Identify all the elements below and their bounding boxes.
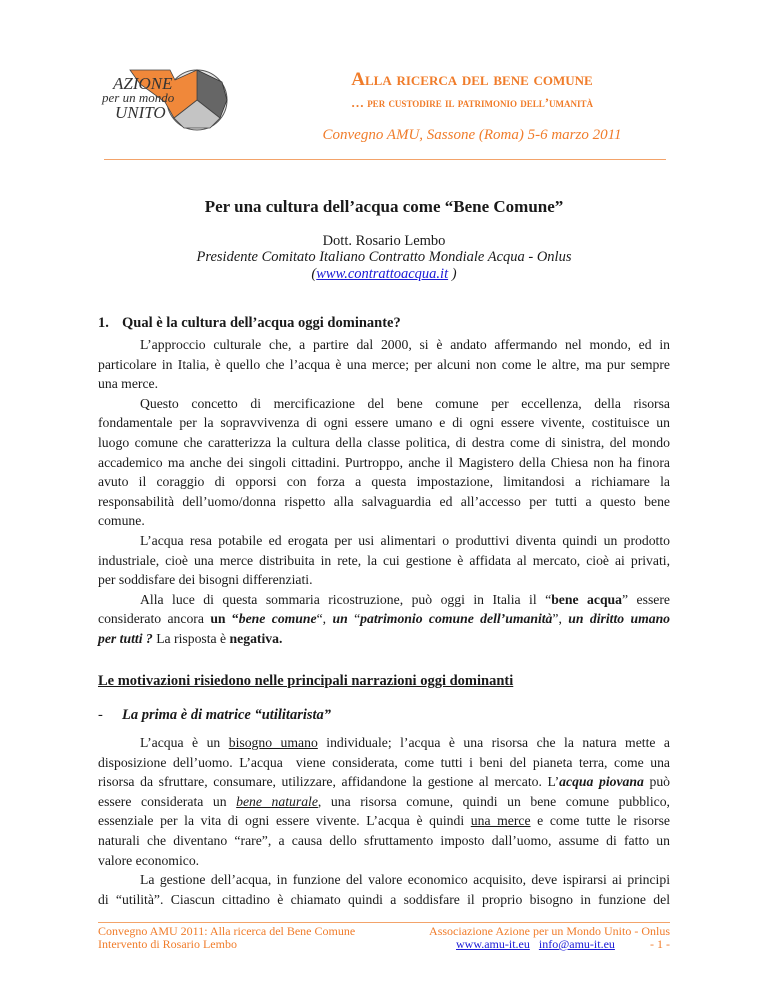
text-line xyxy=(98,851,670,871)
text-run: , una risorsa comune, quindi un bene comune pubblico, xyxy=(317,793,670,809)
text-run: comune. xyxy=(98,513,145,529)
conference-title: Alla ricerca del bene comune xyxy=(351,69,593,90)
bullet-dash: - xyxy=(98,707,103,723)
text-line xyxy=(98,413,670,433)
text-line xyxy=(98,629,670,649)
document-title: Per una cultura dell’acqua come “Bene Comune” xyxy=(204,197,564,216)
logo-text-azione: AZIONE xyxy=(113,74,173,93)
text-line xyxy=(98,753,670,773)
footer-contacts xyxy=(450,938,670,951)
text-run: può xyxy=(643,774,671,790)
text-run: L’acqua è un xyxy=(140,735,229,750)
text-run: L’acqua resa potabile ed erogata per usi alimentari o produttivi diventa quindi un prodotto xyxy=(140,532,670,548)
text-run: Alla luce di questa sommaria ricostruzione, può oggi in Italia il “ xyxy=(140,591,552,607)
text-run: naturali che diventano “rare”, a causa dello sfruttamento imposto dall’uomo, assume di fatto un xyxy=(98,832,670,848)
text-run: di “utilità”. Ciascun cittadino è chiamato quindi a soddisfare il proprio bisogno in funzione del xyxy=(98,891,670,907)
text-run: Questo concetto di mercificazione del bene comune per eccellenza, della risorsa xyxy=(140,395,670,411)
text-run: ” essere xyxy=(622,591,670,607)
text-line xyxy=(98,772,670,792)
text-line xyxy=(98,511,670,531)
text-run: essere considerata un xyxy=(98,793,237,809)
author-website xyxy=(98,265,670,283)
bullet-text: La prima è di matrice “utilitarista” xyxy=(122,707,332,723)
text-run: per tutti ? xyxy=(98,630,153,646)
footer-association: Associazione Azione per un Mondo Unito - Onlus xyxy=(429,924,670,938)
footer-speaker: Intervento di Rosario Lembo xyxy=(98,937,237,951)
text-run: patrimonio comune dell’umanità xyxy=(360,611,553,627)
text-line xyxy=(98,590,670,610)
text-run: responsabilità dell’uomo/donna rispetto alla salvaguardia ed all’accesso per tutti a questo bene xyxy=(98,493,670,509)
website-link[interactable]: www.contrattoacqua.it xyxy=(316,266,449,282)
text-run: fondamentale per la sopravvivenza di ogni essere umano e di ogni essere vivente, costituisce un xyxy=(98,415,670,431)
text-run: valore economico. xyxy=(98,852,200,868)
conference-subtitle: … per custodire il patrimonio dell’umanità xyxy=(350,95,594,110)
logo-text-unito: UNITO xyxy=(115,103,166,122)
amu-logo xyxy=(100,62,240,138)
text-line xyxy=(98,811,670,831)
text-run: particolare in Italia, è quello che l’acqua è una merce; per alcuni non come le altre, ma pur sempre xyxy=(98,356,670,372)
text-line xyxy=(98,570,670,590)
text-run: accademico ma anche dei singoli cittadini. Purtroppo, anche il Magistero della Chiesa non ha finora xyxy=(98,454,670,470)
conference-date-place: Convegno AMU, Sassone (Roma) 5-6 marzo 2011 xyxy=(322,127,622,143)
subsection-heading: Le motivazioni risiedono nelle principali narrazioni oggi dominanti xyxy=(98,673,514,689)
section-heading-1 xyxy=(98,313,401,333)
text-run: essenziale per la vita di ogni essere vivente. L’acqua è quindi xyxy=(98,813,471,829)
text-line xyxy=(98,472,670,492)
author-name: Dott. Rosario Lembo xyxy=(322,233,446,249)
author-role: Presidente Comitato Italiano Contratto Mondiale Acqua - Onlus xyxy=(196,249,572,265)
text-run: individuale; l’acqua è una risorsa che la natura mette a xyxy=(317,735,670,750)
text-run: considerato ancora xyxy=(98,611,211,627)
footer-divider xyxy=(98,922,670,923)
text-run: un diritto umano xyxy=(568,611,671,627)
text-line xyxy=(98,733,670,753)
text-line xyxy=(98,394,670,414)
text-run: bene acqua xyxy=(551,591,623,607)
text-run: e come tutte le risorse xyxy=(530,813,670,829)
text-run: disposizione dell’uomo. L’acqua viene considerata, come tutti i beni del pianeta terra, come una xyxy=(98,754,670,770)
section-number: 1. xyxy=(98,315,109,331)
text-line xyxy=(98,831,670,851)
text-run: ”, xyxy=(552,611,569,627)
text-line xyxy=(98,792,670,812)
text-line xyxy=(98,374,670,394)
paren-open: ( xyxy=(311,266,317,282)
bullet-item xyxy=(98,705,331,725)
text-run: bene naturale xyxy=(236,793,318,809)
text-line xyxy=(98,453,670,473)
footer-email-link[interactable]: info@amu-it.eu xyxy=(538,937,615,951)
text-run: avuto il coraggio di opporsi con forza a questa impostazione, limitandosi a richiamare la xyxy=(98,474,670,490)
text-run: industriale, cioè una merce distribuita in rete, la cui gestione è affidata al mercato, cioè ai privati, xyxy=(98,552,670,568)
header-divider xyxy=(104,159,666,160)
text-line xyxy=(98,551,670,571)
text-run: luogo comune che caratterizza la cultura della classe politica, di destra come di sinistra, del mondo xyxy=(98,434,670,450)
page-number: - 1 - xyxy=(650,937,670,951)
text-line xyxy=(98,355,670,375)
text-run: un xyxy=(332,611,355,627)
text-run: L’approccio culturale che, a partire dal 2000, si è andato affermando nel mondo, ed in xyxy=(140,337,670,352)
text-line xyxy=(98,609,670,629)
text-run: bene comune xyxy=(238,611,317,627)
body-text-section-2 xyxy=(98,733,670,909)
text-line xyxy=(98,492,670,512)
text-run: La gestione dell’acqua, in funzione del valore economico acquisito, deve ispirarsi ai principi xyxy=(140,872,670,888)
text-run: negativa. xyxy=(229,630,283,646)
text-run: una merce. xyxy=(98,376,159,392)
section-heading-text: Qual è la cultura dell’acqua oggi dominante? xyxy=(122,315,401,331)
logo-text-per-un-mondo: per un mondo xyxy=(102,90,175,105)
footer-event: Convegno AMU 2011: Alla ricerca del Bene Comune xyxy=(98,924,356,938)
text-line xyxy=(98,870,670,890)
text-run: “ xyxy=(354,611,361,627)
text-line xyxy=(98,890,670,910)
text-run: per soddisfare dei bisogni differenziati. xyxy=(98,572,313,588)
text-line xyxy=(98,335,670,355)
text-run: acqua piovana xyxy=(559,774,644,790)
body-text-section-1 xyxy=(98,335,670,649)
text-run: un “ xyxy=(210,611,239,627)
text-run: La risposta è xyxy=(152,630,230,646)
text-run: risorsa da sfruttare, consumare, utilizzare, affidandone la gestione al mercato. L’ xyxy=(98,774,560,790)
text-line xyxy=(98,531,670,551)
text-run: bisogno umano xyxy=(228,735,318,750)
paren-close: ) xyxy=(448,266,457,282)
text-run: una merce xyxy=(470,813,531,829)
text-line xyxy=(98,433,670,453)
footer-website-link[interactable]: www.amu-it.eu xyxy=(456,937,530,951)
text-run: “, xyxy=(316,611,333,627)
